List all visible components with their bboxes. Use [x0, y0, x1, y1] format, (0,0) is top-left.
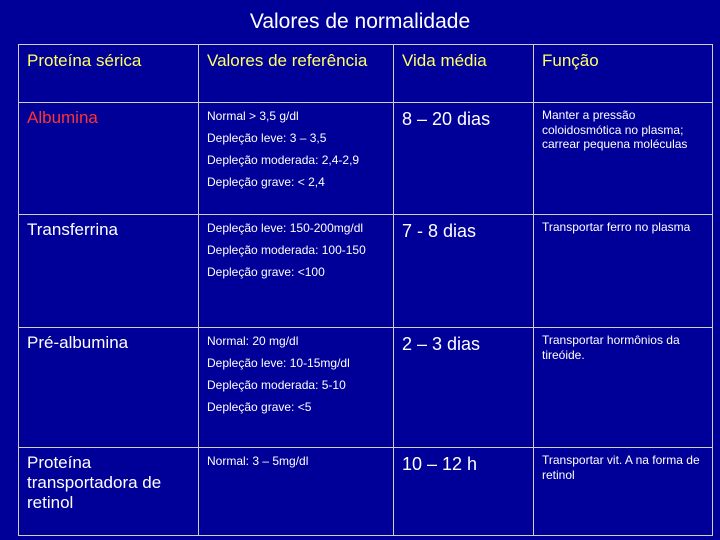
half-life: 10 – 12 h [394, 448, 534, 536]
header-function: Função [534, 45, 713, 103]
table-header-row [19, 45, 713, 103]
reference-line: Depleção leve: 10-15mg/dl [207, 356, 350, 370]
reference-line: Depleção grave: <100 [207, 265, 325, 279]
reference-line: Normal > 3,5 g/dl [207, 109, 299, 123]
reference-line: Depleção moderada: 2,4-2,9 [207, 153, 360, 167]
protein-name: Proteína transportadora de retinol [19, 448, 199, 536]
function-text: Manter a pressão coloidosmótica no plasma; carrear pequena moléculas [534, 103, 713, 215]
half-life: 8 – 20 dias [394, 103, 534, 215]
table-row [19, 215, 713, 328]
half-life: 2 – 3 dias [394, 328, 534, 448]
page-title: Valores de normalidade [249, 10, 471, 33]
reference-line: Depleção grave: <5 [207, 400, 312, 414]
reference-line: Normal: 3 – 5mg/dl [207, 454, 309, 468]
protein-name: Transferrina [19, 215, 199, 328]
header-reference: Valores de referência [199, 45, 394, 103]
reference-line: Depleção grave: < 2,4 [207, 175, 325, 189]
header-half-life: Vida média [394, 45, 534, 103]
function-text: Transportar hormônios da tireóide. [534, 328, 713, 448]
function-text: Transportar ferro no plasma [534, 215, 713, 328]
reference-values [199, 103, 394, 215]
reference-line: Depleção leve: 150-200mg/dl [207, 221, 364, 235]
reference-line: Depleção moderada: 5-10 [207, 378, 346, 392]
reference-line: Depleção moderada: 100-150 [207, 243, 366, 257]
half-life: 7 - 8 dias [394, 215, 534, 328]
protein-name: Albumina [19, 103, 199, 215]
header-protein: Proteína sérica [19, 45, 199, 103]
reference-values [199, 328, 394, 448]
table-row [19, 448, 713, 536]
normal-values-table [18, 44, 713, 536]
protein-name: Pré-albumina [19, 328, 199, 448]
table-row [19, 328, 713, 448]
reference-line: Normal: 20 mg/dl [207, 334, 299, 348]
table-row [19, 103, 713, 215]
function-text: Transportar vit. A na forma de retinol [534, 448, 713, 536]
reference-values [199, 448, 394, 536]
reference-line: Depleção leve: 3 – 3,5 [207, 131, 327, 145]
reference-values [199, 215, 394, 328]
